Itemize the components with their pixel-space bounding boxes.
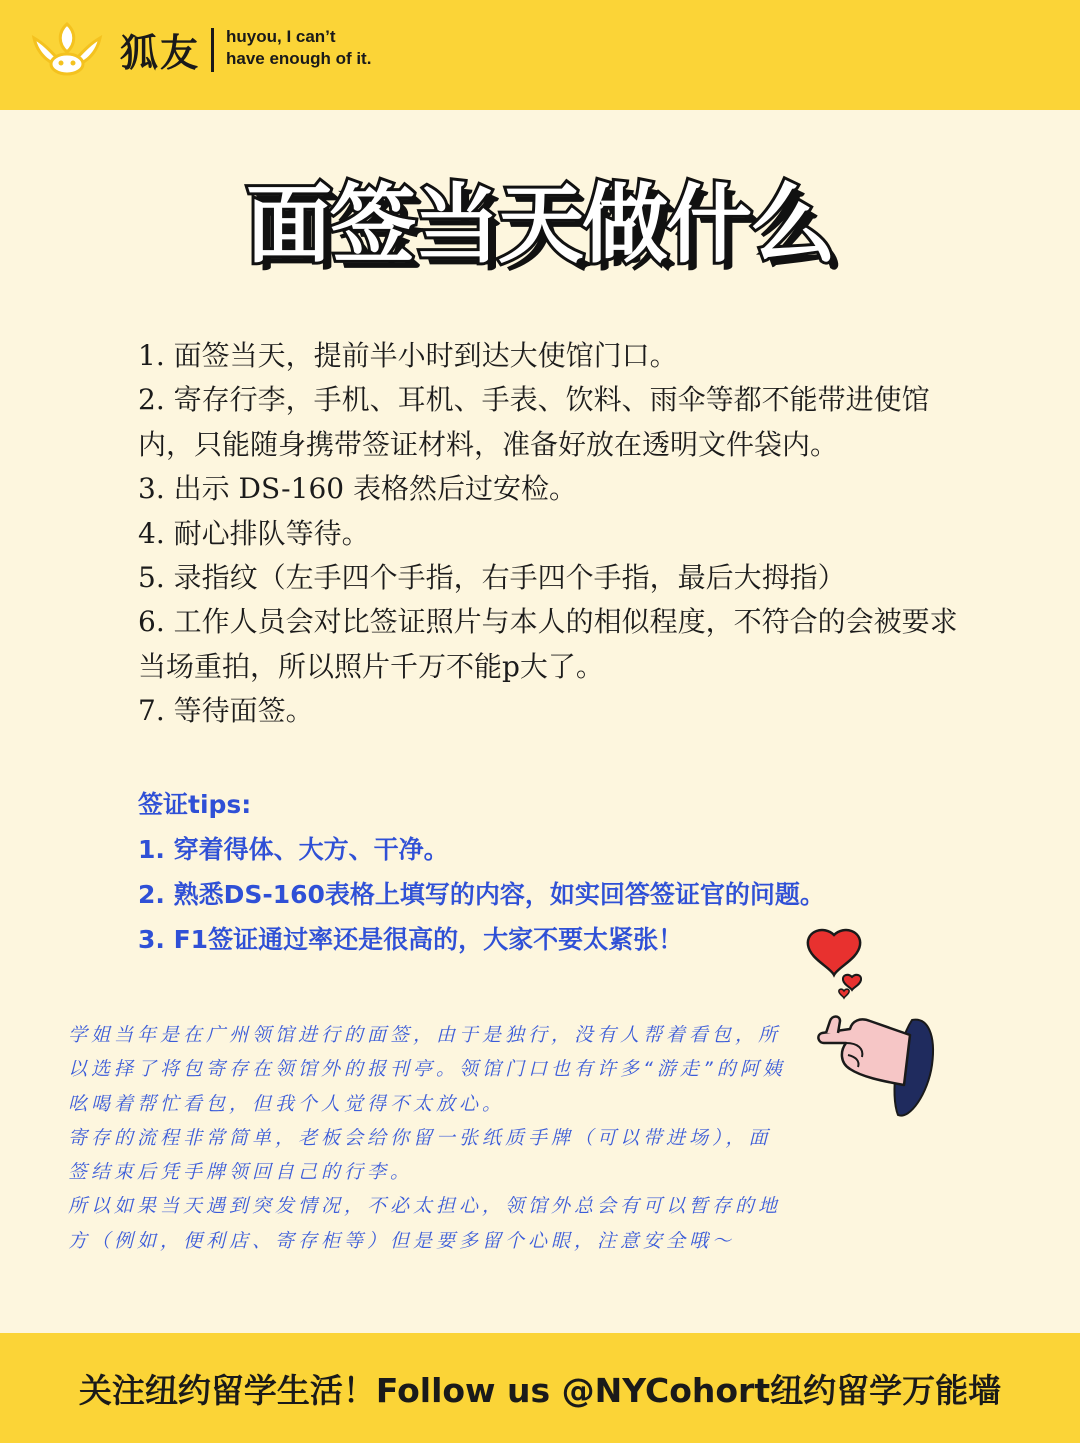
brand-divider bbox=[211, 28, 214, 72]
step-item: 5. 录指纹（左手四个手指，右手四个手指，最后大拇指） bbox=[138, 561, 846, 595]
fox-logo-icon bbox=[28, 18, 106, 82]
steps-list bbox=[138, 334, 958, 734]
note-paragraph: 所以如果当天遇到突发情况，不必太担心，领馆外总会有可以暂存的地方（例如，便利店、寄存柜等）但是要多留个心眼，注意安全哦～ bbox=[68, 1195, 782, 1252]
handwritten-note bbox=[68, 1018, 788, 1258]
note-paragraph: 寄存的流程非常简单，老板会给你留一张纸质手牌（可以带进场），面签结束后凭手牌领回自己的行李。 bbox=[68, 1126, 772, 1184]
finger-heart-icon bbox=[800, 925, 945, 1125]
tagline-line-1: huyou, I can’t bbox=[226, 27, 336, 46]
footer-text: 关注纽约留学生活！Follow us @NYCohort纽约留学万能墙 bbox=[78, 1371, 1002, 1410]
step-item: 4. 耐心排队等待。 bbox=[138, 516, 370, 550]
step-item: 1. 面签当天，提前半小时到达大使馆门口。 bbox=[138, 339, 678, 372]
step-item: 3. 出示 DS-160 表格然后过安检。 bbox=[138, 472, 577, 506]
footer-bar bbox=[0, 1333, 1080, 1443]
step-item: 6. 工作人员会对比签证照片与本人的相似程度，不符合的会被要求当场重拍，所以照片千万不能p大了。 bbox=[138, 605, 958, 683]
header-bar bbox=[0, 0, 1080, 110]
step-item: 2. 寄存行李，手机、耳机、手表、饮料、雨伞等都不能带进使馆内，只能随身携带签证材料，准备好放在透明文件袋内。 bbox=[138, 383, 930, 461]
note-paragraph: 学姐当年是在广州领馆进行的面签，由于是独行，没有人帮着看包，所以选择了将包寄存在领馆外的报刊亭。领馆门口也有许多“游走”的阿姨吆喝着帮忙看包，但我个人觉得不太放心。 bbox=[68, 1024, 786, 1115]
title-container bbox=[0, 170, 1080, 280]
tips-heading: 签证tips: bbox=[138, 790, 252, 819]
tip-item: 1. 穿着得体、大方、干净。 bbox=[138, 835, 449, 864]
brand-name: 狐友 bbox=[120, 31, 201, 75]
tip-item: 3. F1签证通过率还是很高的，大家不要太紧张！ bbox=[138, 925, 684, 954]
tagline-line-2: have enough of it. bbox=[226, 49, 372, 68]
step-item: 7. 等待面签。 bbox=[138, 694, 314, 728]
tagline bbox=[226, 26, 371, 70]
tip-item: 2. 熟悉DS-160表格上填写的内容，如实回答签证官的问题。 bbox=[138, 880, 825, 909]
page-title: 面签当天做什么 bbox=[246, 175, 834, 275]
